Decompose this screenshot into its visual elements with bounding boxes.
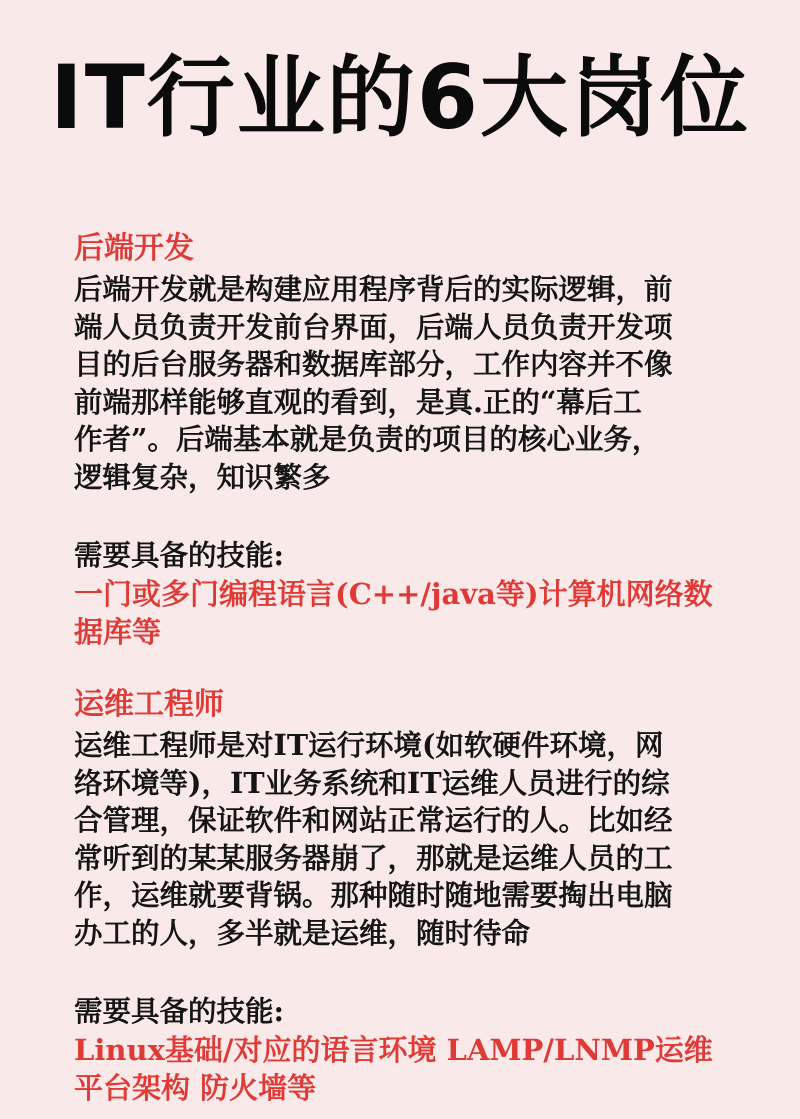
- body-line: 合管理，保证软件和网站正常运行的人。比如经: [74, 803, 673, 837]
- section-backend-body: [74, 271, 734, 496]
- body-line: 作者”。后端基本就是负责的项目的核心业务，: [74, 422, 661, 456]
- page-title: IT行业的6大岗位: [49, 46, 750, 149]
- section-ops-heading-block: [74, 686, 734, 724]
- body-line: 后端开发就是构建应用程序背后的实际逻辑，前: [74, 272, 673, 306]
- skills-line: 一门或多门编程语言(C++/java等)计算机网络数: [74, 577, 713, 611]
- section-backend-heading-block: [74, 230, 734, 268]
- section-heading-backend: 后端开发: [74, 231, 194, 266]
- section-backend-skills: [74, 536, 734, 574]
- skills-label: 需要具备的技能:: [74, 994, 285, 1028]
- body-line: 作，运维就要背锅。那种随时随地需要掏出电脑: [74, 878, 673, 912]
- body-line: 逻辑复杂，知识繁多: [74, 459, 331, 494]
- section-ops-body: [74, 727, 734, 952]
- section-heading-ops: 运维工程师: [74, 687, 224, 722]
- body-line: 络环境等)，IT业务系统和IT运维人员进行的综: [74, 765, 670, 800]
- skills-line: 平台架构 防火墙等: [74, 1070, 317, 1105]
- section-backend-skills-list: [74, 576, 734, 651]
- body-line: 端人员负责开发前台界面，后端人员负责开发项: [74, 309, 673, 344]
- body-line: 运维工程师是对IT运行环境(如软硬件环境，网: [74, 728, 664, 762]
- body-line: 目的后台服务器和数据库部分，工作内容并不像: [74, 347, 673, 381]
- section-ops-skills: [74, 992, 734, 1030]
- skills-line: 据库等: [74, 614, 162, 649]
- body-line: 常听到的某某服务器崩了，那就是运维人员的工: [74, 840, 673, 875]
- body-line: 前端那样能够直观的看到，是真.正的“幕后工: [74, 384, 642, 419]
- section-ops-skills-list: [74, 1032, 734, 1107]
- skills-label: 需要具备的技能:: [74, 538, 285, 572]
- skills-line: Linux基础/对应的语言环境 LAMP/LNMP运维: [74, 1033, 713, 1067]
- body-line: 办工的人，多半就是运维，随时待命: [74, 915, 531, 950]
